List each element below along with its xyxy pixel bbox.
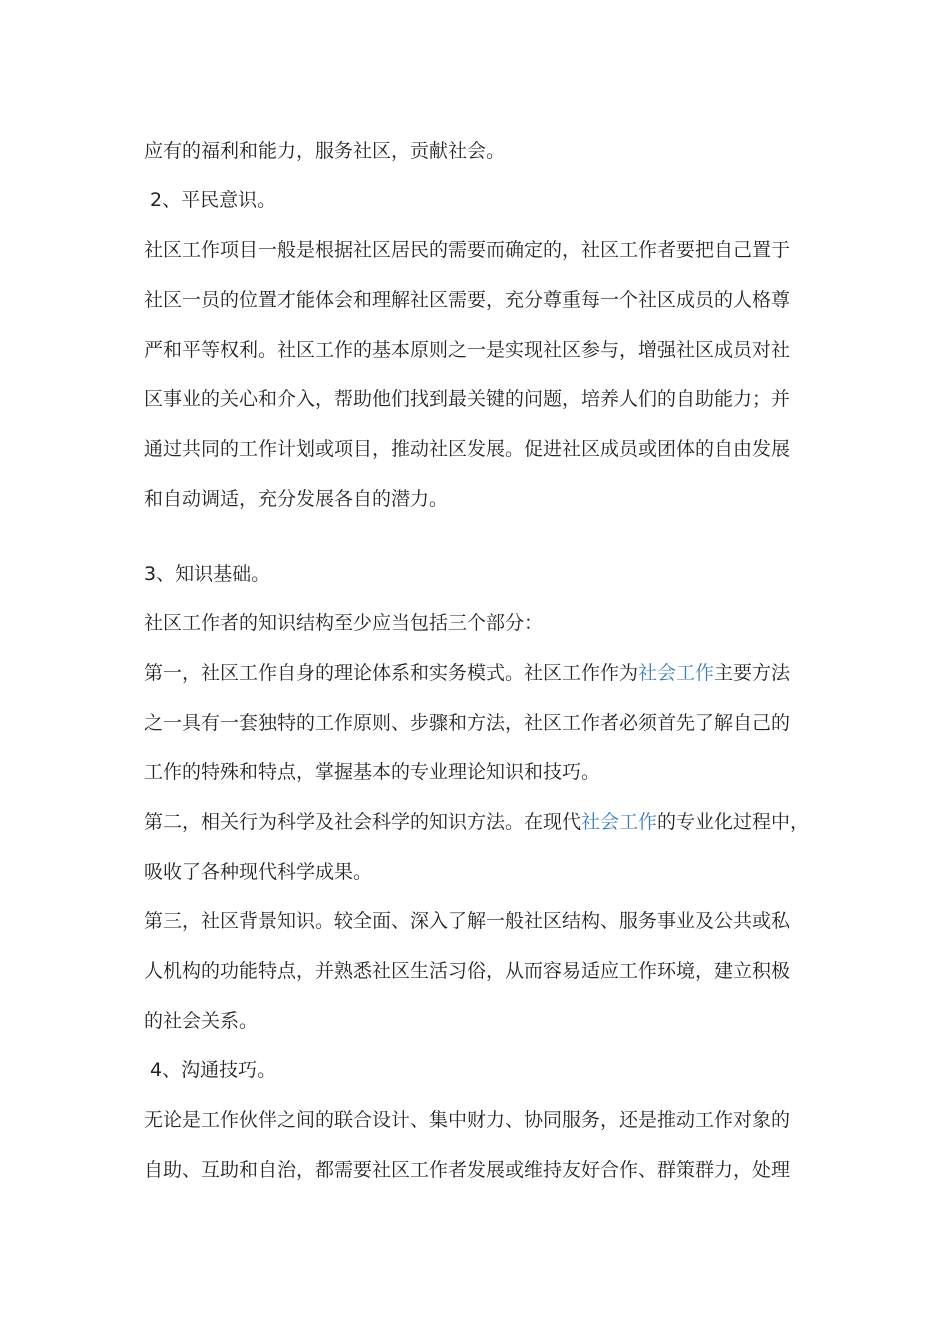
body-text-line: 人机构的功能特点，并熟悉社区生活习俗，从而容易适应工作环境，建立积极 xyxy=(144,960,791,982)
body-text-line: 的社会关系。 xyxy=(144,1010,259,1032)
body-text-line: 社区工作者的知识结构至少应当包括三个部分： xyxy=(144,612,544,634)
section-heading-4: 4、沟通技巧。 xyxy=(150,1059,277,1081)
body-text-line: 社区工作项目一般是根据社区居民的需要而确定的，社区工作者要把自己置于 xyxy=(144,239,791,261)
body-text-line-with-link xyxy=(144,807,824,837)
section-heading-3: 3、知识基础。 xyxy=(144,563,271,585)
social-work-link[interactable]: 社会工作 xyxy=(581,811,658,833)
body-text-line: 通过共同的工作计划或项目，推动社区发展。促进社区成员或团体的自由发展 xyxy=(144,438,791,460)
body-text-line-with-link xyxy=(144,658,824,688)
text-segment: 主要方法 xyxy=(714,662,791,684)
body-text-line: 应有的福利和能力，服务社区，贡献社会。 xyxy=(144,140,506,162)
body-text-line: 之一具有一套独特的工作原则、步骤和方法，社区工作者必须首先了解自己的 xyxy=(144,712,791,734)
body-text-line: 无论是工作伙伴之间的联合设计、集中财力、协同服务，还是推动工作对象的 xyxy=(144,1109,791,1131)
section-heading-2: 2、平民意识。 xyxy=(150,189,277,211)
body-text-line: 第三，社区背景知识。较全面、深入了解一般社区结构、服务事业及公共或私 xyxy=(144,910,791,932)
text-segment: 第二，相关行为科学及社会科学的知识方法。在现代 xyxy=(144,811,582,833)
body-text-line: 和自动调适，充分发展各自的潜力。 xyxy=(144,488,449,510)
text-segment: 第一，社区工作自身的理论体系和实务模式。社区工作作为 xyxy=(144,662,639,684)
body-text-line: 严和平等权利。社区工作的基本原则之一是实现社区参与，增强社区成员对社 xyxy=(144,339,791,361)
body-text-line: 区事业的关心和介入，帮助他们找到最关键的问题，培养人们的自助能力；并 xyxy=(144,388,791,410)
body-text-line: 社区一员的位置才能体会和理解社区需要，充分尊重每一个社区成员的人格尊 xyxy=(144,289,791,311)
text-segment: 的专业化过程中， xyxy=(657,811,810,833)
body-text-line: 自助、互助和自治，都需要社区工作者发展或维持友好合作、群策群力，处理 xyxy=(144,1159,791,1181)
social-work-link[interactable]: 社会工作 xyxy=(638,662,715,684)
body-text-line: 工作的特殊和特点，掌握基本的专业理论知识和技巧。 xyxy=(144,761,601,783)
body-text-line: 吸收了各种现代科学成果。 xyxy=(144,861,373,883)
